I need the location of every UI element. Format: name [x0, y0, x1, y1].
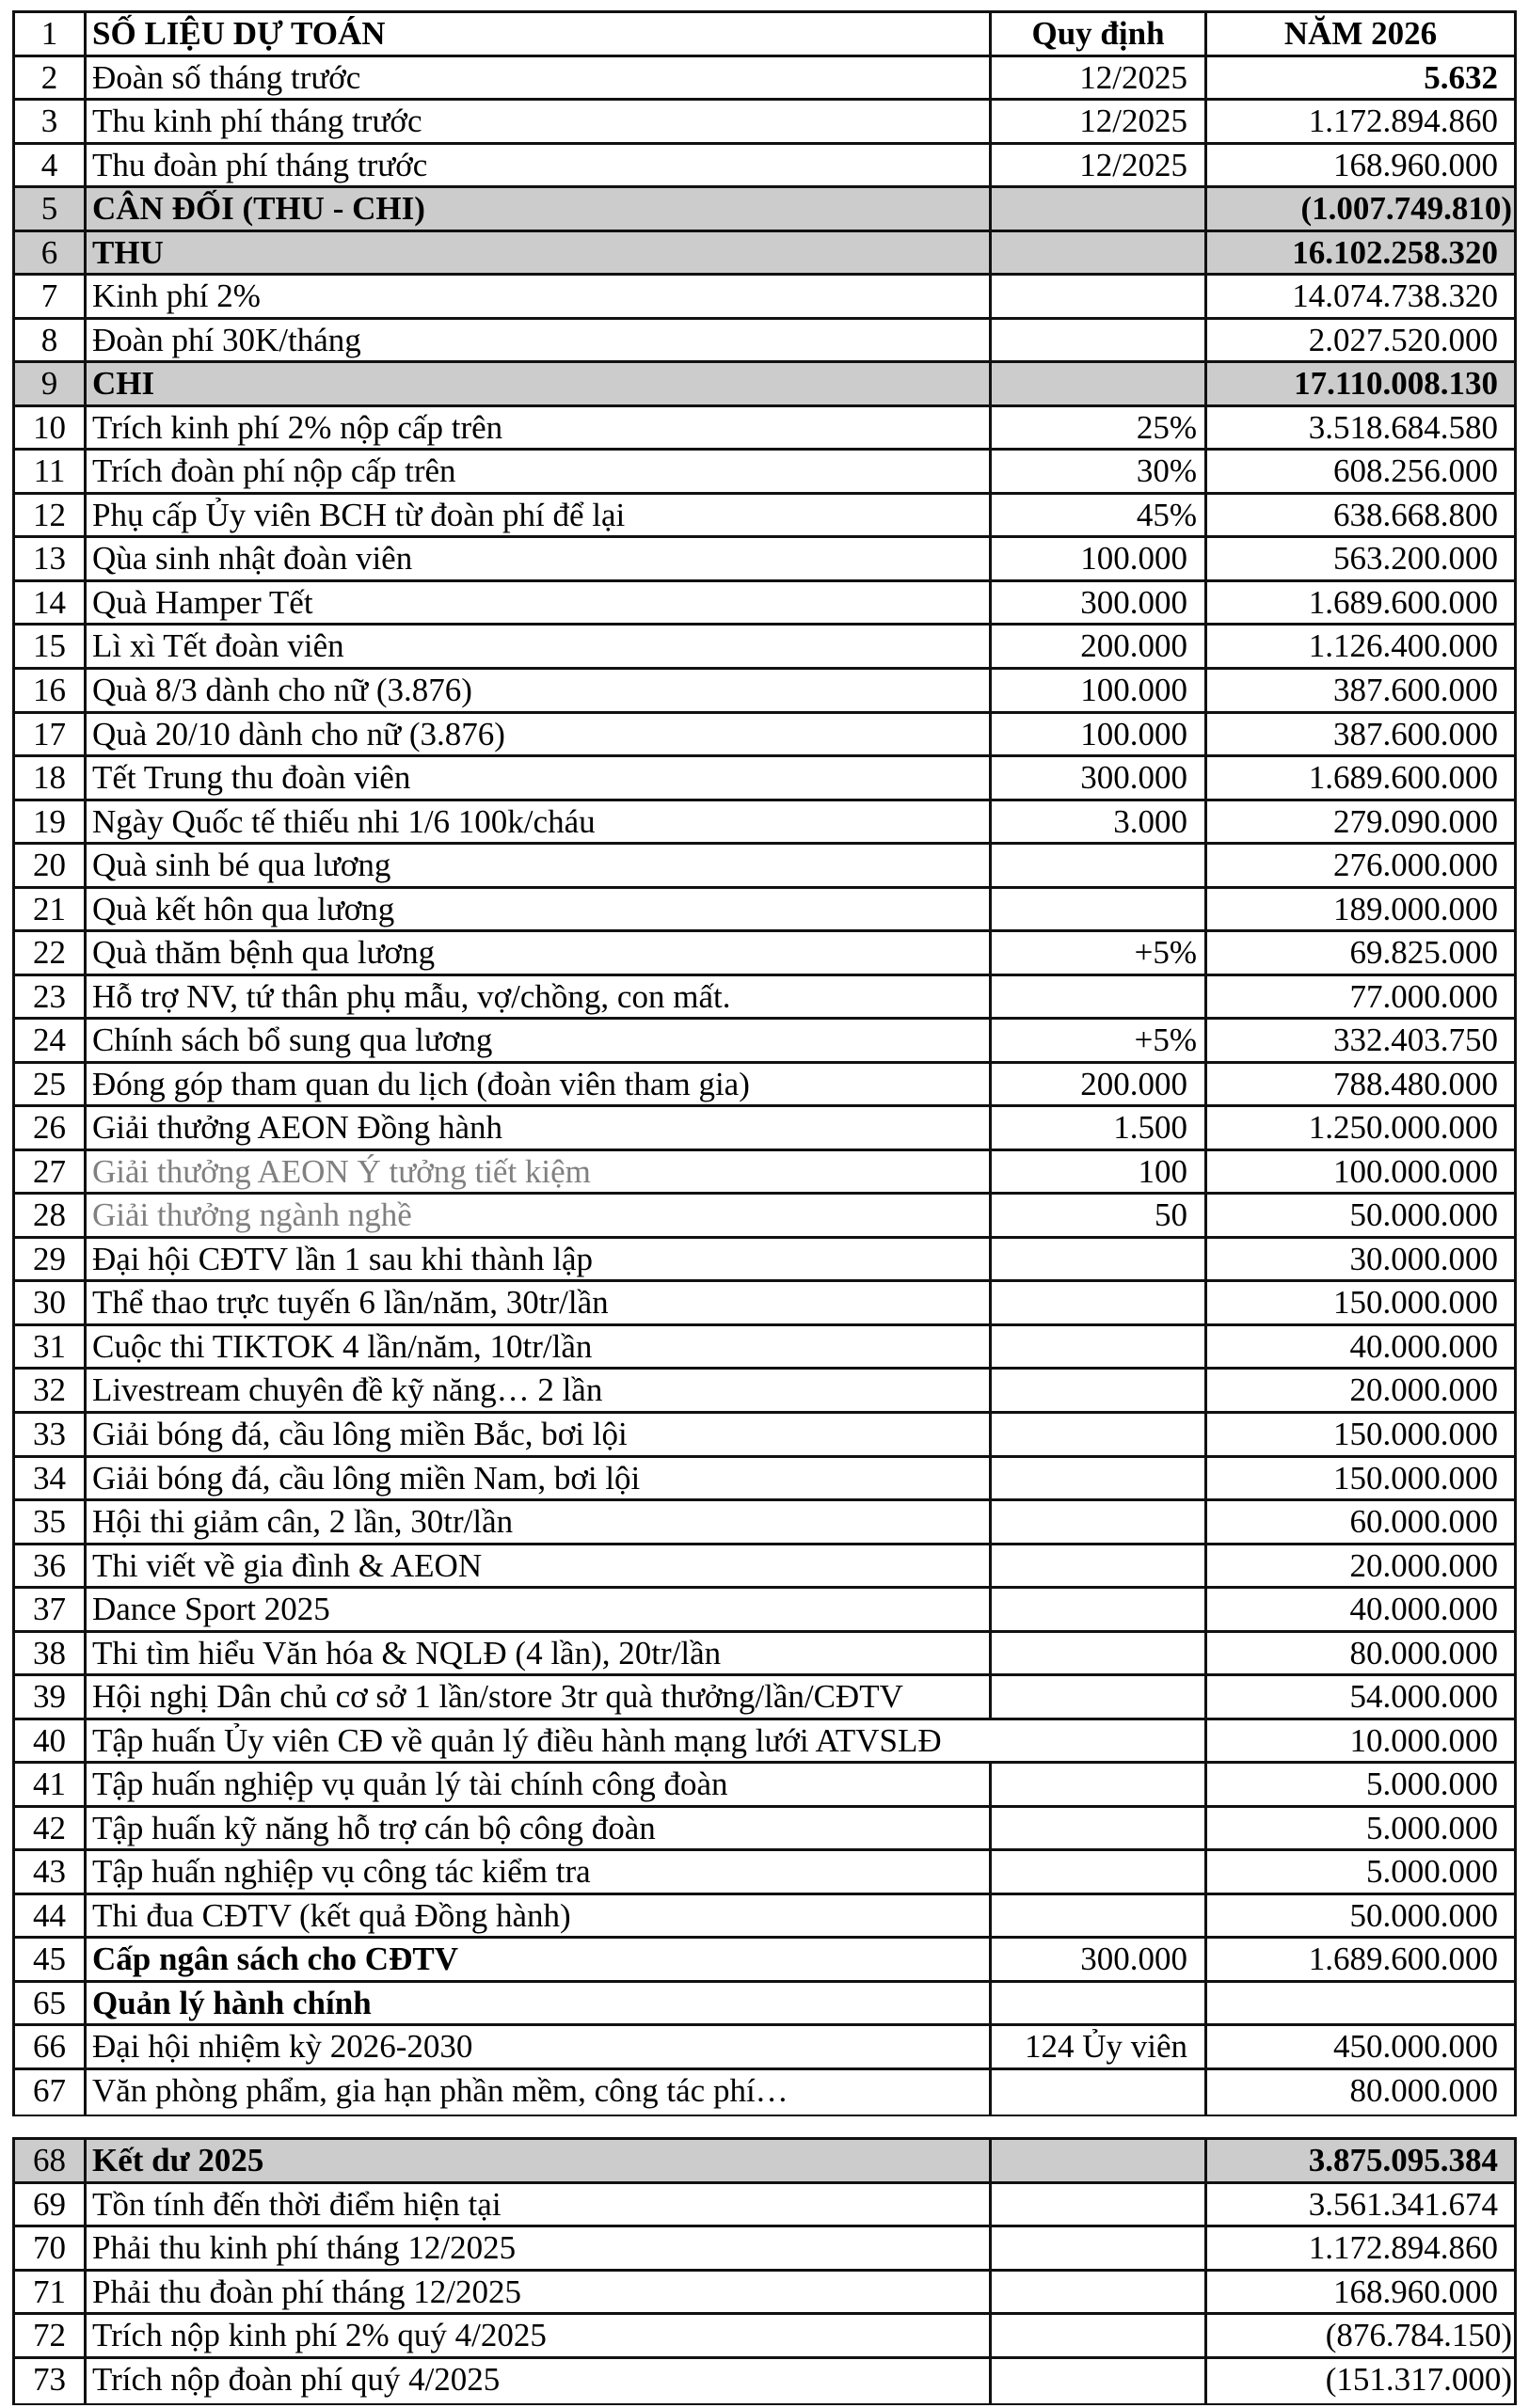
row-label: CÂN ĐỐI (THU - CHI): [87, 188, 992, 230]
quy-dinh-value: [992, 276, 1207, 317]
nam-2026-value: (151.317.000): [1325, 2360, 1512, 2398]
table-row: [15, 582, 1514, 626]
quy-dinh-value: [992, 1239, 1207, 1280]
table-row: [15, 2070, 1514, 2115]
table-row: [15, 1151, 1514, 1196]
nam-2026-value: 168.960.000: [1333, 2273, 1498, 2310]
nam-2026-value: 1.126.400.000: [1308, 627, 1498, 665]
row-number: 71: [15, 2272, 87, 2313]
row-label: Quà sinh bé qua lương: [87, 845, 992, 886]
column-header-nam-2026: NĂM 2026: [1283, 15, 1438, 52]
nam-2026-value: 80.000.000: [1349, 1634, 1498, 1671]
table-row: [15, 1239, 1514, 1283]
nam-2026-value: 150.000.000: [1333, 1416, 1498, 1452]
table-row: [15, 801, 1514, 846]
row-label: Tập huấn kỹ năng hỗ trợ cán bộ công đoàn: [87, 1808, 992, 1849]
table-row: [15, 1064, 1514, 1108]
table-row: [15, 1501, 1514, 1545]
table-row: [15, 1895, 1514, 1940]
row-number: 11: [15, 451, 87, 492]
row-number: 29: [15, 1239, 87, 1280]
row-label: Giải thưởng ngành nghề: [87, 1195, 992, 1236]
table-row: [15, 188, 1514, 232]
nam-2026-value: 60.000.000: [1349, 1503, 1498, 1541]
row-number: 22: [15, 932, 87, 974]
quy-dinh-value: [992, 1983, 1207, 2024]
row-number: 30: [15, 1282, 87, 1323]
table-row: [15, 1195, 1514, 1239]
row-number: 16: [15, 670, 87, 711]
table-row: [15, 670, 1514, 714]
table-row: [15, 2359, 1514, 2403]
row-number: 19: [15, 801, 87, 843]
quy-dinh-value: [992, 1676, 1207, 1718]
nam-2026-value: 5.000.000: [1366, 1853, 1498, 1891]
nam-2026-value: 387.600.000: [1333, 671, 1498, 708]
row-number: 5: [15, 188, 87, 230]
row-label: Dance Sport 2025: [87, 1589, 992, 1630]
quy-dinh-value: +5%: [992, 932, 1207, 974]
quy-dinh-value: [992, 2184, 1207, 2226]
quy-dinh-value: [992, 1633, 1207, 1674]
nam-2026-value: 332.403.750: [1333, 1022, 1498, 1059]
row-label: Thi đua CĐTV (kết quả Đồng hành): [87, 1895, 992, 1937]
row-label: THU: [87, 232, 992, 274]
table-row: [15, 101, 1514, 145]
nam-2026-value: 1.689.600.000: [1308, 759, 1498, 797]
quy-dinh-value: 300.000: [992, 757, 1207, 799]
row-label: Livestream chuyên đề kỹ năng… 2 lần: [87, 1370, 992, 1411]
row-number: 33: [15, 1414, 87, 1455]
row-label: Qùa sinh nhật đoàn viên: [87, 538, 992, 579]
table-row: [15, 1414, 1514, 1458]
row-number: 23: [15, 976, 87, 1018]
quy-dinh-value: 100.000: [992, 670, 1207, 711]
row-number: 24: [15, 1020, 87, 1061]
table-row: [15, 2140, 1514, 2184]
row-number: 36: [15, 1545, 87, 1587]
table-row: [15, 1458, 1514, 1502]
quy-dinh-value: 100.000: [992, 714, 1207, 755]
quy-dinh-value: [992, 1458, 1207, 1499]
row-label: Thi tìm hiểu Văn hóa & NQLĐ (4 lần), 20tr/lần: [87, 1633, 992, 1674]
quy-dinh-value: [992, 1808, 1207, 1849]
table-row: [15, 932, 1514, 976]
row-label: Đại hội CĐTV lần 1 sau khi thành lập: [87, 1239, 992, 1280]
row-number: 4: [15, 145, 87, 186]
table-title: SỐ LIỆU DỰ TOÁN: [87, 13, 992, 55]
row-number: 38: [15, 1633, 87, 1674]
quy-dinh-value: 100: [992, 1151, 1207, 1193]
row-label: Lì xì Tết đoàn viên: [87, 626, 992, 667]
table-row: [15, 363, 1514, 407]
row-label: Đóng góp tham quan du lịch (đoàn viên tham gia): [87, 1064, 992, 1105]
row-number: 68: [15, 2140, 87, 2181]
row-number: 37: [15, 1589, 87, 1630]
quy-dinh-value: [992, 1370, 1207, 1411]
table-row: [15, 1545, 1514, 1590]
nam-2026-value: 20.000.000: [1349, 1546, 1498, 1584]
table-row: [15, 145, 1514, 189]
row-label: Cấp ngân sách cho CĐTV: [87, 1939, 992, 1980]
quy-dinh-value: 200.000: [992, 1064, 1207, 1105]
row-number: 6: [15, 232, 87, 274]
row-number: 65: [15, 1983, 87, 2024]
row-number: 32: [15, 1370, 87, 1411]
nam-2026-value: 5.632: [1424, 58, 1498, 96]
table-row: [15, 1676, 1514, 1720]
table-row: [15, 1633, 1514, 1677]
nam-2026-value: 54.000.000: [1349, 1678, 1498, 1716]
row-label: Giải thưởng AEON Ý tưởng tiết kiệm: [87, 1151, 992, 1193]
quy-dinh-value: [992, 1720, 1207, 1762]
nam-2026-value: (1.007.749.810): [1300, 190, 1512, 228]
row-label: Phải thu kinh phí tháng 12/2025: [87, 2227, 992, 2269]
row-number: 40: [15, 1720, 87, 1762]
row-number: 20: [15, 845, 87, 886]
table-row: [15, 1589, 1514, 1633]
quy-dinh-value: 200.000: [992, 626, 1207, 667]
row-number: 44: [15, 1895, 87, 1937]
table-row: [15, 451, 1514, 495]
table-row: [15, 626, 1514, 670]
nam-2026-value: 17.110.008.130: [1294, 365, 1498, 403]
nam-2026-value: 2.027.520.000: [1308, 321, 1498, 358]
nam-2026-value: 5.000.000: [1366, 1766, 1498, 1803]
quy-dinh-value: [992, 1851, 1207, 1893]
header-row: [15, 13, 1514, 57]
quy-dinh-value: [992, 1414, 1207, 1455]
row-label: Quà 20/10 dành cho nữ (3.876): [87, 714, 992, 755]
row-number: 7: [15, 276, 87, 317]
nam-2026-value: 40.000.000: [1349, 1327, 1498, 1365]
row-number: 43: [15, 1851, 87, 1893]
row-number: 8: [15, 320, 87, 361]
nam-2026-value: 77.000.000: [1349, 977, 1498, 1015]
row-label: CHI: [87, 363, 992, 404]
table-row: [15, 1983, 1514, 2027]
nam-2026-value: 100.000.000: [1333, 1152, 1498, 1190]
nam-2026-value: 450.000.000: [1333, 2028, 1498, 2066]
table-row: [15, 1326, 1514, 1370]
row-label: Tết Trung thu đoàn viên: [87, 757, 992, 799]
quy-dinh-value: [992, 1589, 1207, 1630]
table-row: [15, 889, 1514, 933]
table-row: [15, 1020, 1514, 1064]
table-row: [15, 57, 1514, 102]
quy-dinh-value: 45%: [992, 495, 1207, 536]
nam-2026-value: 3.875.095.384: [1308, 2142, 1498, 2178]
row-number: 21: [15, 889, 87, 930]
nam-2026-value: 14.074.738.320: [1292, 277, 1498, 315]
row-number: 9: [15, 363, 87, 404]
row-label: Giải bóng đá, cầu lông miền Nam, bơi lội: [87, 1458, 992, 1499]
nam-2026-value: 189.000.000: [1333, 890, 1498, 927]
row-number: 27: [15, 1151, 87, 1193]
row-label: Hội thi giảm cân, 2 lần, 30tr/lần: [87, 1501, 992, 1543]
nam-2026-value: 10.000.000: [1349, 1721, 1498, 1759]
row-label: Thi viết về gia đình & AEON: [87, 1545, 992, 1587]
row-label: Quản lý hành chính: [87, 1983, 992, 2024]
nam-2026-value: 563.200.000: [1333, 540, 1498, 578]
table-row: [15, 1370, 1514, 1414]
row-number: 26: [15, 1107, 87, 1149]
table-row: [15, 1107, 1514, 1151]
table-row: [15, 538, 1514, 582]
row-label: Tập huấn nghiệp vụ công tác kiểm tra: [87, 1851, 992, 1893]
quy-dinh-value: [992, 2140, 1207, 2181]
row-number: 28: [15, 1195, 87, 1236]
quy-dinh-value: 30%: [992, 451, 1207, 492]
table-row: [15, 320, 1514, 364]
table-row: [15, 1720, 1514, 1765]
quy-dinh-value: [992, 1895, 1207, 1937]
nam-2026-value: 387.600.000: [1333, 715, 1498, 752]
quy-dinh-value: [992, 2315, 1207, 2356]
quy-dinh-value: [992, 976, 1207, 1018]
row-label: Trích kinh phí 2% nộp cấp trên: [87, 407, 992, 449]
row-number: 18: [15, 757, 87, 799]
row-number: 14: [15, 582, 87, 624]
row-number: 35: [15, 1501, 87, 1543]
quy-dinh-value: [992, 1282, 1207, 1323]
row-label: Phải thu đoàn phí tháng 12/2025: [87, 2272, 992, 2313]
row-label: Quà Hamper Tết: [87, 582, 992, 624]
row-number: 12: [15, 495, 87, 536]
quy-dinh-value: [992, 845, 1207, 886]
nam-2026-value: [1207, 1983, 1514, 2024]
table-row: [15, 845, 1514, 889]
quy-dinh-value: 300.000: [992, 582, 1207, 624]
row-label: Tồn tính đến thời điểm hiện tại: [87, 2184, 992, 2226]
quy-dinh-value: 25%: [992, 407, 1207, 449]
row-label: Thu kinh phí tháng trước: [87, 101, 992, 142]
row-number: 31: [15, 1326, 87, 1368]
nam-2026-value: 608.256.000: [1333, 452, 1498, 490]
row-number: 41: [15, 1764, 87, 1805]
row-label: Ngày Quốc tế thiếu nhi 1/6 100k/cháu: [87, 801, 992, 843]
row-label: Tập huấn Ủy viên CĐ về quản lý điều hành mạng lưới ATVSLĐ: [92, 1721, 942, 1759]
nam-2026-value: 40.000.000: [1349, 1591, 1498, 1628]
row-number: 45: [15, 1939, 87, 1980]
quy-dinh-value: 100.000: [992, 538, 1207, 579]
row-label: Đoàn phí 30K/tháng: [87, 320, 992, 361]
nam-2026-value: 150.000.000: [1333, 1284, 1498, 1322]
column-header-quy-dinh: Quy định: [992, 13, 1207, 55]
budget-table: [12, 10, 1517, 2116]
nam-2026-value: 80.000.000: [1349, 2071, 1498, 2109]
table-row: [15, 714, 1514, 758]
table-row: [15, 1764, 1514, 1808]
row-number: 67: [15, 2070, 87, 2115]
quy-dinh-value: [992, 1501, 1207, 1543]
nam-2026-value: 3.518.684.580: [1308, 408, 1498, 446]
row-number: 69: [15, 2184, 87, 2226]
row-number: 17: [15, 714, 87, 755]
row-label: Chính sách bổ sung qua lương: [87, 1020, 992, 1061]
nam-2026-value: 1.689.600.000: [1308, 1941, 1498, 1978]
nam-2026-value: 3.561.341.674: [1308, 2185, 1498, 2223]
row-label: Trích đoàn phí nộp cấp trên: [87, 451, 992, 492]
quy-dinh-value: [992, 1326, 1207, 1368]
quy-dinh-value: 50: [992, 1195, 1207, 1236]
table-row: [15, 1939, 1514, 1983]
row-number: 39: [15, 1676, 87, 1718]
row-label: Quà 8/3 dành cho nữ (3.876): [87, 670, 992, 711]
nam-2026-value: 30.000.000: [1349, 1240, 1498, 1277]
quy-dinh-value: [992, 2227, 1207, 2269]
row-number: 70: [15, 2227, 87, 2269]
table-row: [15, 976, 1514, 1021]
row-number: 10: [15, 407, 87, 449]
row-label: Trích nộp kinh phí 2% quý 4/2025: [87, 2315, 992, 2356]
nam-2026-value: (876.784.150): [1325, 2317, 1512, 2354]
row-label: Hỗ trợ NV, tứ thân phụ mẫu, vợ/chồng, con mất.: [87, 976, 992, 1018]
row-label: Quà kết hôn qua lương: [87, 889, 992, 930]
nam-2026-value: 69.825.000: [1349, 934, 1498, 972]
row-label: Đoàn số tháng trước: [87, 57, 992, 99]
nam-2026-value: 168.960.000: [1333, 146, 1498, 183]
nam-2026-value: 279.090.000: [1333, 802, 1498, 840]
row-number: 25: [15, 1064, 87, 1105]
nam-2026-value: 50.000.000: [1349, 1196, 1498, 1234]
row-label: Kinh phí 2%: [87, 276, 992, 317]
quy-dinh-value: 12/2025: [992, 57, 1207, 99]
table-row: [15, 1851, 1514, 1895]
table-row: [15, 2315, 1514, 2359]
table-row: [15, 2026, 1514, 2070]
row-number: 2: [15, 57, 87, 99]
table-row: [15, 2272, 1514, 2316]
table-row: [15, 495, 1514, 539]
row-label: Quà thăm bệnh qua lương: [87, 932, 992, 974]
quy-dinh-value: 12/2025: [992, 145, 1207, 186]
quy-dinh-value: [992, 1545, 1207, 1587]
quy-dinh-value: [992, 2272, 1207, 2313]
quy-dinh-value: 12/2025: [992, 101, 1207, 142]
nam-2026-value: 788.480.000: [1333, 1065, 1498, 1102]
nam-2026-value: 1.172.894.860: [1308, 2229, 1498, 2267]
row-number: 3: [15, 101, 87, 142]
table-row: [15, 757, 1514, 801]
row-label: Giải bóng đá, cầu lông miền Bắc, bơi lội: [87, 1414, 992, 1455]
nam-2026-value: 1.250.000.000: [1308, 1109, 1498, 1147]
quy-dinh-value: [992, 320, 1207, 361]
row-label: Hội nghị Dân chủ cơ sở 1 lần/store 3tr quà thưởng/lần/CĐTV: [87, 1676, 992, 1718]
quy-dinh-value: +5%: [992, 1020, 1207, 1061]
row-label: Giải thưởng AEON Đồng hành: [87, 1107, 992, 1149]
table-row: [15, 276, 1514, 320]
row-number: 34: [15, 1458, 87, 1499]
row-number: 13: [15, 538, 87, 579]
quy-dinh-value: [992, 363, 1207, 404]
balance-table: [12, 2137, 1517, 2405]
quy-dinh-value: 124 Ủy viên: [992, 2026, 1207, 2067]
quy-dinh-value: [992, 188, 1207, 230]
nam-2026-value: 20.000.000: [1349, 1371, 1498, 1409]
quy-dinh-value: [992, 889, 1207, 930]
row-number: 72: [15, 2315, 87, 2356]
nam-2026-value: 5.000.000: [1366, 1809, 1498, 1846]
table-row: [15, 407, 1514, 452]
row-label: Cuộc thi TIKTOK 4 lần/năm, 10tr/lần: [87, 1326, 992, 1368]
quy-dinh-value: [992, 1764, 1207, 1805]
nam-2026-value: 1.689.600.000: [1308, 583, 1498, 621]
row-label: Thể thao trực tuyến 6 lần/năm, 30tr/lần: [87, 1282, 992, 1323]
row-label: Tập huấn nghiệp vụ quản lý tài chính công đoàn: [87, 1764, 992, 1805]
table-row: [15, 2184, 1514, 2228]
row-number: 66: [15, 2026, 87, 2067]
quy-dinh-value: [992, 2359, 1207, 2403]
nam-2026-value: 1.172.894.860: [1308, 103, 1498, 140]
quy-dinh-value: 300.000: [992, 1939, 1207, 1980]
row-label: Thu đoàn phí tháng trước: [87, 145, 992, 186]
nam-2026-value: 50.000.000: [1349, 1896, 1498, 1934]
quy-dinh-value: [992, 232, 1207, 274]
row-label: Kết dư 2025: [87, 2140, 992, 2181]
row-number: 1: [15, 13, 87, 55]
quy-dinh-value: [992, 2070, 1207, 2115]
nam-2026-value: 638.668.800: [1333, 496, 1498, 533]
quy-dinh-value: 1.500: [992, 1107, 1207, 1149]
row-number: 73: [15, 2359, 87, 2403]
quy-dinh-value: 3.000: [992, 801, 1207, 843]
table-row: [15, 1808, 1514, 1852]
table-row: [15, 232, 1514, 277]
nam-2026-value: 276.000.000: [1333, 847, 1498, 884]
nam-2026-value: 150.000.000: [1333, 1459, 1498, 1497]
row-number: 42: [15, 1808, 87, 1849]
table-row: [15, 2227, 1514, 2272]
table-row: [15, 1282, 1514, 1326]
nam-2026-value: 16.102.258.320: [1292, 233, 1498, 271]
row-label: Văn phòng phẩm, gia hạn phần mềm, công tác phí…: [87, 2070, 992, 2115]
row-label: Trích nộp đoàn phí quý 4/2025: [87, 2359, 992, 2403]
row-label: Đại hội nhiệm kỳ 2026-2030: [87, 2026, 992, 2067]
row-number: 15: [15, 626, 87, 667]
row-label: Phụ cấp Ủy viên BCH từ đoàn phí để lại: [87, 495, 992, 536]
